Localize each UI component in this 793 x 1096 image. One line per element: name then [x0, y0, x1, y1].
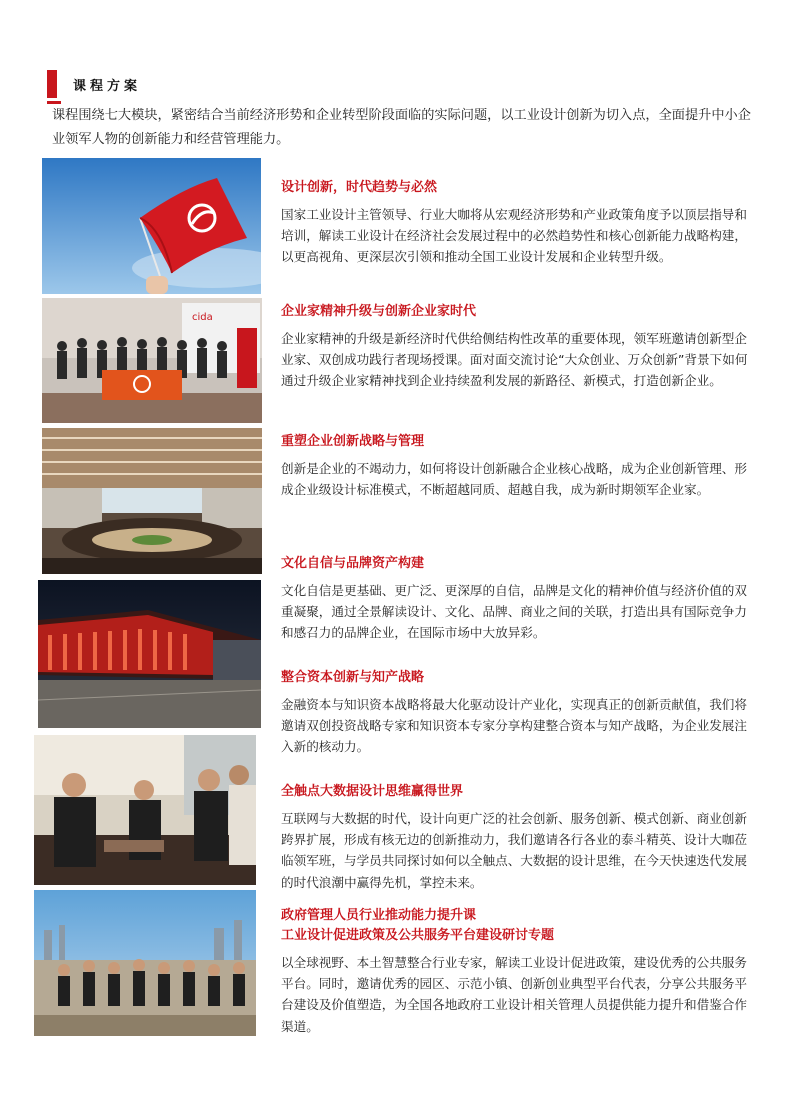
module-5-body: 金融资本与知识资本战略将最大化驱动设计产业化，实现真正的创新贡献值，我们将邀请双创投资战略专家和知识资本专家分享构建整合资本与知产战略，为企业发展注入新的核动力。 — [281, 697, 747, 755]
module-1-photo — [42, 158, 261, 294]
module-2-body: 企业家精神的升级是新经济时代供给侧结构性改革的重要体现，领军班邀请创新型企业家、双创成功践行者现场授课。面对面交流讨论“大众创业、万众创新”背景下如何通过升级企业家精神找到企业持续盈利发展的新路径、新模式，打造创新企业。 — [281, 331, 748, 389]
module-4-photo — [38, 580, 261, 728]
module-1-body: 国家工业设计主管领导、行业大咖将从宏观经济形势和产业政策角度予以顶层指导和培训，解读工业设计在经济社会发展过程中的必然趋势性和核心创新能力战略构建，以更高视角、更深层次引领和推动全国工业设计发展和企业转型升级。 — [281, 207, 747, 265]
module-3-photo — [42, 428, 262, 574]
module-7-photo — [34, 890, 256, 1036]
module-7-body: 以全球视野、本土智慧整合行业专家，解读工业设计促进政策，建设优秀的公共服务平台。同时，邀请优秀的园区、示范小镇、创新创业典型平台代表，分享公共服务平台建设及价值塑造，为全国各地政府工业设计相关管理人员提供能力提升和借鉴合作渠道。 — [281, 955, 747, 1034]
section-title: 课程方案 — [73, 79, 142, 94]
module-3-body: 创新是企业的不竭动力，如何将设计创新融合企业核心战略，成为企业创新管理、形成企业级设计标准模式，不断超越同质、超越自我，成为新时期领军企业家。 — [281, 461, 747, 498]
module-2-title: 企业家精神升级与创新企业家时代 — [281, 304, 477, 319]
module-2-photo — [42, 298, 262, 423]
module-2-photo-logo: cida — [192, 312, 213, 323]
module-7-subtitle: 工业设计促进政策及公共服务平台建设研讨专题 — [281, 928, 555, 943]
section-marker — [47, 70, 57, 98]
module-3-title: 重塑企业创新战略与管理 — [281, 434, 425, 449]
module-7-title: 政府管理人员行业推动能力提升课 — [281, 908, 477, 923]
module-1-title: 设计创新，时代趋势与必然 — [281, 180, 438, 195]
module-4-title: 文化自信与品牌资产构建 — [281, 556, 425, 571]
intro-paragraph: 课程围绕七大模块，紧密结合当前经济形势和企业转型阶段面临的实际问题，以工业设计创新为切入点，全面提升中小企业领军人物的创新能力和经营管理能力。 — [52, 108, 751, 147]
module-4-body: 文化自信是更基础、更广泛、更深厚的自信，品牌是文化的精神价值与经济价值的双重凝聚，通过全景解读设计、文化、品牌、商业之间的关联，打造出具有国际竞争力和感召力的品牌企业，在国际市场中大放异彩。 — [281, 583, 747, 641]
module-6-body: 互联网与大数据的时代，设计向更广泛的社会创新、服务创新、模式创新、商业创新跨界扩展，形成有核无边的创新推动力，我们邀请各行各业的泰斗精英、设计大咖莅临领军班，与学员共同探讨如何以全触点、大数据的设计思维，在今天快速迭代发展的时代浪潮中赢得先机，掌控未来。 — [281, 811, 747, 890]
module-5-title: 整合资本创新与知产战略 — [281, 670, 425, 685]
module-6-title: 全触点大数据设计思维赢得世界 — [281, 784, 464, 799]
module-6-photo — [34, 735, 256, 885]
